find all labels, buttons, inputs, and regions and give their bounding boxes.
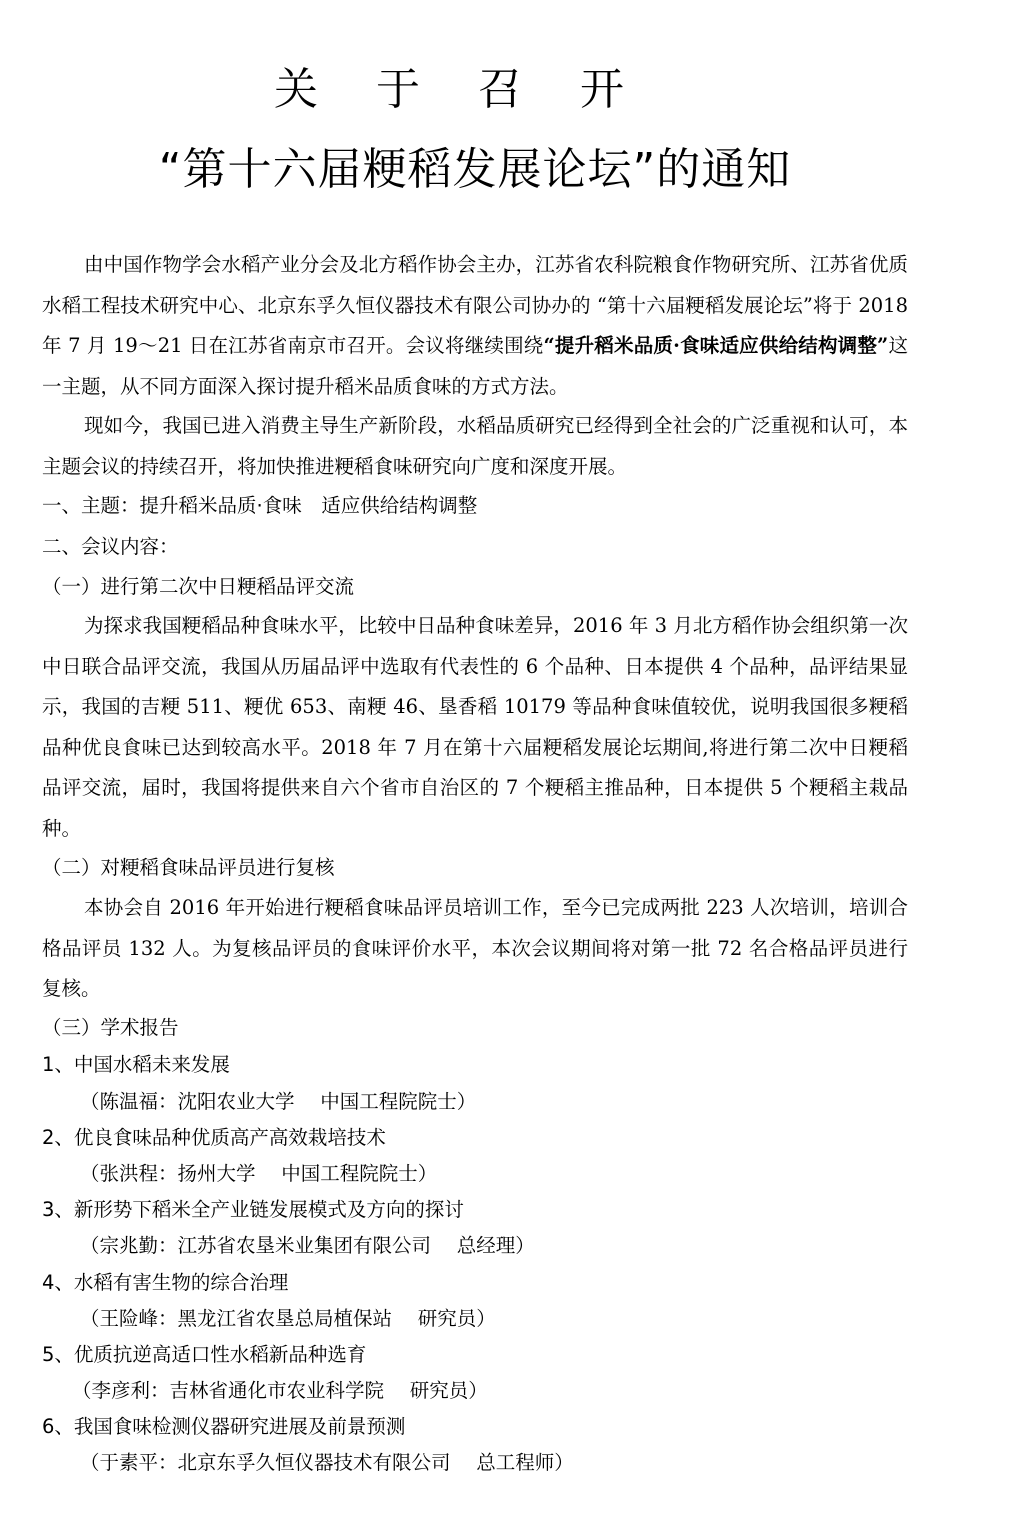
report-title: 3、新形势下稻米全产业链发展模式及方向的探讨 [42, 1198, 464, 1221]
report-title: 6、我国食味检测仪器研究进展及前景预测 [42, 1415, 406, 1438]
subsection-body-1: 为探求我国粳稻品种食味水平，比较中日品种食味差异，2016 年 3 月北方稻作协会组织第一次中日联合品评交流，我国从历届品评中选取有代表性的 6 个品种、日本提供 4 个品种，品评结果显示，我国的吉粳 511、粳优 653、南粳 46、垦香稻 10179 等品种食味值较优，说明我国很多粳稻品种优良食味已达到较高水平。2018 年 7 月在第十六届粳稻发展论坛期间,将进行第二次中日粳稻品评交流，届时，我国将提供来自六个省市自治区的 7 个粳稻主推品种，日本提供 5 个粳稻主栽品种。 [42, 614, 908, 840]
report-title: 5、优质抗逆高适口性水稻新品种选育 [42, 1343, 367, 1366]
subsection-heading-2: （二）对粳稻食味品评员进行复核 [42, 856, 335, 879]
report-title: 2、优良食味品种优质高产高效栽培技术 [42, 1126, 386, 1149]
report-speaker: （王险峰：黑龙江省农垦总局植保站 研究员） [80, 1307, 496, 1330]
intro-paragraph-2: 现如今，我国已进入消费主导生产新阶段，水稻品质研究已经得到全社会的广泛重视和认可，本主题会议的持续召开，将加快推进粳稻食味研究向广度和深度开展。 [42, 414, 908, 478]
report-speaker: （李彦利：吉林省通化市农业科学院 研究员） [72, 1379, 488, 1402]
report-speaker: （宗兆勤：江苏省农垦米业集团有限公司 总经理） [80, 1234, 535, 1257]
report-title: 1、中国水稻未来发展 [42, 1053, 230, 1076]
subsection-heading-1: （一）进行第二次中日粳稻品评交流 [42, 575, 355, 598]
section-heading-content: 二、会议内容： [42, 535, 179, 558]
intro-text-b: 这一主题，从不同方面深入探讨提升稻米品质食味的方式方法。 [42, 334, 908, 398]
intro-text-a: 由中国作物学会水稻产业分会及北方稻作协会主办，江苏省农科院粮食作物研究所、江苏省优质水稻工程技术研究中心、北京东孚久恒仪器技术有限公司协办的 “第十六届粳稻发展论坛”将于 2018 年 7 月 19～21 日在江苏省南京市召开。会议将继续围绕 [42, 253, 908, 357]
intro-theme: “提升稻米品质·食味适应供给结构调整” [543, 334, 889, 357]
document-title-line2: “第十六届粳稻发展论坛”的通知 [158, 144, 792, 195]
subsection-body-2: 本协会自 2016 年开始进行粳稻食味品评员培训工作，至今已完成两批 223 人次培训，培训合格品评员 132 人。为复核品评员的食味评价水平，本次会议期间将对第一批 72 名合格品评员进行复核。 [42, 896, 908, 1000]
intro-paragraph-1 [42, 245, 908, 407]
report-speaker: （张洪程：扬州大学 中国工程院院士） [80, 1162, 438, 1185]
document-title-line1: 关 于 召 开 [274, 64, 646, 115]
section-heading-theme: 一、主题：提升稻米品质·食味 适应供给结构调整 [42, 494, 478, 517]
report-title: 4、水稻有害生物的综合治理 [42, 1271, 289, 1294]
subsection-heading-3: （三）学术报告 [42, 1016, 179, 1039]
report-speaker: （于素平：北京东孚久恒仪器技术有限公司 总工程师） [80, 1451, 574, 1474]
report-speaker: （陈温福：沈阳农业大学 中国工程院院士） [80, 1090, 477, 1113]
